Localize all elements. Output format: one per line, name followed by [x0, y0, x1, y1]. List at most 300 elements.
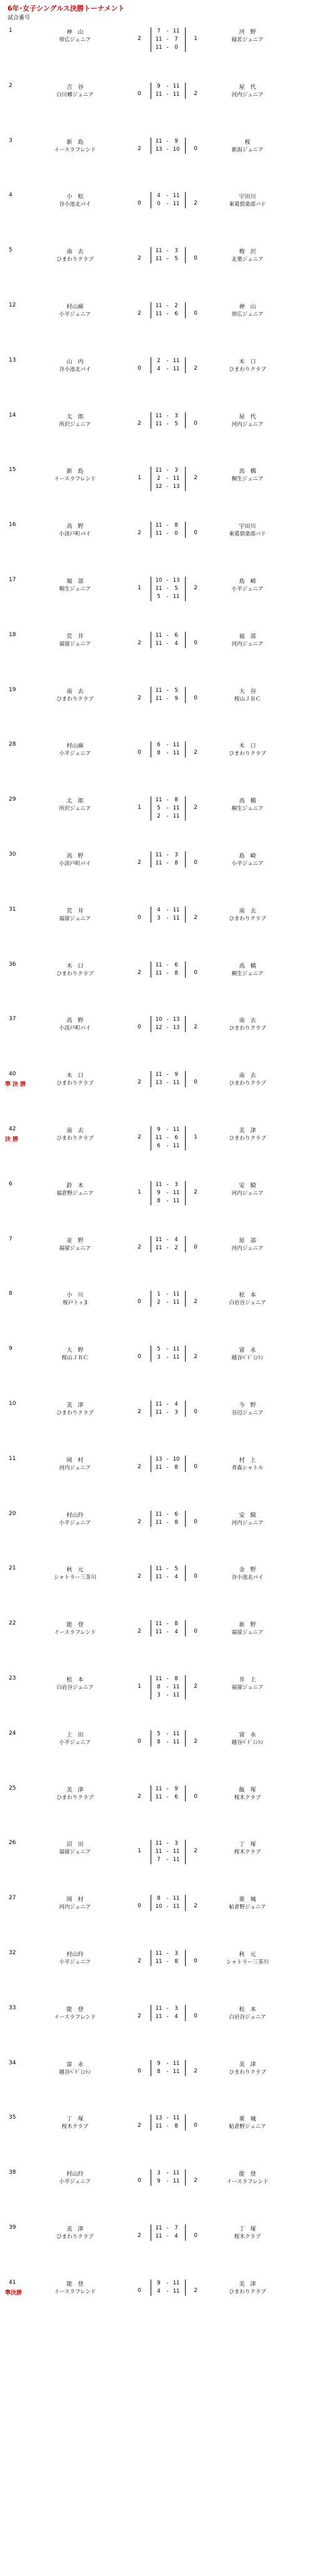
- right-sets-won: 0: [194, 695, 198, 701]
- right-sets-won: 2: [194, 1683, 198, 1690]
- right-player-name: 村 上: [239, 1458, 256, 1464]
- game-score-left: 5: [157, 1731, 161, 1737]
- left-player-club: ひまわりクラブ: [56, 1135, 94, 1142]
- game-score-right: 3: [174, 413, 178, 419]
- game-score-right: 11: [172, 742, 180, 748]
- game-score-left: 11: [155, 1237, 162, 1243]
- right-player-name: 大 谷: [239, 689, 256, 695]
- game-score-right: 9: [174, 1786, 178, 1792]
- game-score-row: [154, 1895, 181, 1903]
- left-sets-won: 2: [138, 310, 141, 317]
- game-scores: [154, 1895, 181, 1911]
- left-player-name: 吉 谷: [66, 84, 84, 91]
- game-score-left: 11: [155, 962, 162, 968]
- game-score-right: 11: [172, 1080, 180, 1086]
- right-sets-won: 0: [194, 255, 198, 261]
- left-sets-won: 0: [138, 200, 141, 206]
- game-score-separator: -: [166, 907, 169, 913]
- right-player-club: 東葛倶楽部バド: [229, 531, 266, 537]
- right-sets-won: 0: [194, 1079, 198, 1085]
- right-player-name: 木 口: [239, 743, 256, 749]
- game-scores: [154, 2279, 181, 2296]
- left-sets-won: 2: [138, 1464, 141, 1470]
- left-player-club: 福留ジュニア: [59, 916, 91, 922]
- right-player-name: 安 騎: [239, 1513, 256, 1519]
- right-player-club: 河内ジュニア: [231, 92, 264, 98]
- right-sets-won: 2: [194, 804, 198, 811]
- game-score-right: 11: [172, 907, 180, 913]
- game-scores: [154, 1511, 181, 1527]
- game-scores: [154, 2224, 181, 2241]
- right-player-club: ひまわりクラブ: [229, 751, 266, 757]
- game-score-row: [154, 192, 181, 200]
- game-score-right: 4: [174, 1401, 178, 1407]
- left-sets-won: 0: [138, 2178, 141, 2184]
- game-score-left: 3: [157, 1354, 161, 1361]
- game-score-row: [154, 2005, 181, 2013]
- game-score-left: 11: [155, 1621, 162, 1627]
- game-score-separator: -: [166, 2233, 169, 2239]
- game-score-separator: -: [166, 797, 169, 803]
- left-player-club: 桜戸トヶ3: [62, 1300, 88, 1306]
- left-sets-won: 2: [138, 2122, 141, 2129]
- game-score-row: [154, 804, 181, 813]
- game-score-separator: -: [166, 2280, 169, 2286]
- game-scores: [154, 1840, 181, 1864]
- match-number: 4: [9, 192, 12, 198]
- game-score-right: 11: [172, 1857, 180, 1863]
- left-player-name: 高 野: [66, 524, 84, 530]
- game-scores: [154, 687, 181, 703]
- game-score-row: [154, 2068, 181, 2076]
- left-player-name: 南 去: [66, 689, 84, 695]
- right-sets-won: 0: [194, 2122, 198, 2129]
- right-player-name: 南 去: [239, 908, 256, 915]
- match-block: [0, 2114, 335, 2158]
- game-score-row: [154, 1683, 181, 1691]
- game-score-separator: -: [166, 1731, 169, 1737]
- left-player-name: 松 本: [66, 1677, 84, 1683]
- right-player-club: 青森シャトル: [231, 1465, 264, 1471]
- game-score-separator: -: [166, 687, 169, 694]
- game-score-separator: -: [166, 1676, 169, 1682]
- game-score-left: 11: [155, 530, 162, 537]
- match-number: 25: [9, 1785, 16, 1792]
- right-sets-won: 2: [194, 475, 198, 481]
- right-player-name: 美 津: [239, 2062, 256, 2068]
- match-number: 33: [9, 2005, 16, 2011]
- game-score-left: 9: [157, 2061, 161, 2067]
- game-score-right: 4: [174, 1629, 178, 1635]
- left-player-club: 小淡戸町パイ: [59, 861, 91, 867]
- right-player-club: シャトラー三茶川: [226, 1959, 269, 1965]
- left-player-name: 岡 村: [66, 1897, 84, 1903]
- game-score-left: 11: [155, 256, 162, 262]
- game-score-separator: -: [166, 2288, 169, 2295]
- game-score-left: 11: [155, 2233, 162, 2239]
- match-number-header: 試合番号: [8, 15, 31, 21]
- game-score-left: 11: [155, 1135, 162, 1141]
- left-player-name: 美 津: [66, 1402, 84, 1409]
- right-sets-won: 0: [194, 1519, 198, 1525]
- right-sets-won: 0: [194, 530, 198, 536]
- match-number: 19: [9, 687, 16, 693]
- match-number: 24: [9, 1730, 16, 1737]
- game-score-left: 6: [157, 742, 161, 748]
- game-score-right: 11: [172, 1731, 180, 1737]
- right-player-club: 白岩谷ジュニア: [229, 2014, 266, 2021]
- game-score-separator: -: [166, 366, 169, 372]
- game-score-right: 6: [174, 962, 178, 968]
- right-player-name: 梅 沢: [239, 249, 256, 255]
- game-score-separator: -: [166, 852, 169, 858]
- game-score-left: 11: [155, 586, 162, 592]
- match-number: 15: [9, 467, 16, 473]
- left-player-name: 太 郎: [66, 798, 84, 804]
- game-score-left: 11: [155, 467, 162, 474]
- game-score-left: 11: [155, 2006, 162, 2012]
- game-score-right: 11: [172, 2115, 180, 2121]
- game-score-row: [154, 906, 181, 915]
- game-score-row: [154, 2114, 181, 2122]
- left-sets-won: 0: [138, 2288, 141, 2294]
- game-scores: [154, 1126, 181, 1150]
- left-sets-won: 2: [138, 420, 141, 427]
- right-player-name: 新 野: [239, 1622, 256, 1628]
- game-scores: [154, 1675, 181, 1700]
- game-score-separator: -: [166, 860, 169, 866]
- right-player-club: 河内ジュニア: [231, 641, 264, 647]
- game-score-row: [154, 1840, 181, 1848]
- game-score-row: [154, 851, 181, 860]
- game-score-separator: -: [166, 1629, 169, 1635]
- left-player-name: 新 島: [66, 469, 84, 475]
- game-score-right: 11: [172, 1692, 180, 1698]
- game-score-row: [154, 2288, 181, 2296]
- game-score-left: 13: [155, 1456, 162, 1463]
- match-number: 38: [9, 2169, 16, 2176]
- game-score-right: 11: [172, 475, 180, 482]
- left-player-name: 上 田: [66, 1732, 84, 1738]
- game-score-right: 11: [172, 915, 180, 921]
- game-score-row: [154, 522, 181, 530]
- game-score-right: 6: [174, 1135, 178, 1141]
- game-score-left: 11: [155, 1848, 162, 1855]
- right-player-name: 福 部: [239, 634, 256, 640]
- right-player-name: 金 野: [239, 1567, 256, 1573]
- game-score-row: [154, 365, 181, 373]
- game-score-separator: -: [166, 1135, 169, 1141]
- game-scores: [154, 1730, 181, 1747]
- match-number: 26: [9, 1840, 16, 1846]
- game-score-left: 11: [155, 311, 162, 317]
- game-score-left: 11: [155, 2123, 162, 2129]
- game-score-right: 11: [172, 91, 180, 98]
- game-score-row: [154, 1573, 181, 1581]
- left-player-name: 南 去: [66, 249, 84, 255]
- game-scores: [154, 1401, 181, 1417]
- right-sets-won: 0: [194, 860, 198, 866]
- game-scores: [154, 302, 181, 318]
- left-sets-won: 0: [138, 1299, 141, 1305]
- game-score-separator: -: [166, 1621, 169, 1627]
- left-sets-won: 1: [138, 1848, 141, 1854]
- left-player-name: 能 登: [66, 2007, 84, 2013]
- game-score-separator: -: [166, 1237, 169, 1243]
- match-block: [0, 2005, 335, 2049]
- game-score-left: 12: [155, 1025, 162, 1031]
- match-number: 6: [9, 1181, 12, 1187]
- game-score-separator: -: [166, 577, 169, 584]
- match-block: [0, 906, 335, 950]
- right-player-name: 宇田川: [239, 524, 256, 530]
- game-score-separator: -: [166, 1950, 169, 1957]
- game-score-left: 11: [155, 1574, 162, 1580]
- game-score-right: 0: [174, 44, 178, 51]
- left-player-club: 桜山ＪＢＣ: [61, 1355, 89, 1361]
- game-score-separator: -: [166, 970, 169, 976]
- game-score-left: 9: [157, 2178, 161, 2184]
- game-score-right: 8: [174, 1464, 178, 1471]
- match-block: [0, 412, 335, 456]
- right-player-club: ひまわりクラブ: [229, 1135, 266, 1142]
- left-sets-won: 2: [138, 1628, 141, 1635]
- game-score-separator: -: [166, 522, 169, 529]
- game-score-left: 11: [155, 1840, 162, 1847]
- game-score-row: [154, 2060, 181, 2068]
- left-player-club: 小平ジュニア: [59, 1520, 91, 1526]
- game-scores: [154, 2005, 181, 2021]
- right-sets-won: 2: [194, 200, 198, 206]
- game-score-left: 1: [157, 1291, 161, 1297]
- game-score-right: 8: [174, 1621, 178, 1627]
- game-score-row: [154, 1401, 181, 1409]
- left-sets-won: 1: [138, 1683, 141, 1690]
- right-player-club: 帯広ジュニア: [231, 312, 264, 318]
- left-sets-won: 2: [138, 1793, 141, 1800]
- game-scores: [154, 192, 181, 208]
- game-scores: [154, 1456, 181, 1472]
- game-score-separator: -: [166, 641, 169, 647]
- game-score-separator: -: [166, 805, 169, 811]
- game-score-right: 3: [174, 467, 178, 474]
- game-score-left: 10: [155, 577, 162, 584]
- game-score-separator: -: [166, 201, 169, 207]
- game-score-separator: -: [166, 248, 169, 254]
- game-score-left: 2: [157, 358, 161, 364]
- game-score-right: 6: [174, 1794, 178, 1800]
- match-block: [0, 796, 335, 840]
- game-score-left: 11: [155, 687, 162, 694]
- game-score-right: 10: [172, 1456, 180, 1463]
- game-score-left: 11: [155, 797, 162, 803]
- game-score-separator: -: [166, 1904, 169, 1910]
- game-score-row: [154, 2122, 181, 2131]
- right-player-club: 桐生ジュニア: [231, 971, 264, 977]
- game-score-row: [154, 1950, 181, 1958]
- right-player-club: 東葛倶楽部バド: [229, 201, 266, 208]
- left-player-club: 福倉野ジュニア: [56, 1190, 94, 1197]
- match-block: [0, 632, 335, 676]
- left-sets-won: 2: [138, 1573, 141, 1580]
- match-number: 18: [9, 632, 16, 638]
- match-number: 10: [9, 1401, 16, 1407]
- right-sets-won: 1: [194, 36, 198, 42]
- right-sets-won: 0: [194, 1958, 198, 1964]
- game-score-left: 11: [155, 1401, 162, 1407]
- left-player-name: 村山玲: [66, 1952, 84, 1958]
- game-score-left: 5: [157, 1346, 161, 1352]
- game-score-right: 4: [174, 2233, 178, 2239]
- right-player-club: 越谷ﾊﾞﾄﾞﾐﾝﾄﾝ: [231, 1355, 264, 1361]
- match-number: 8: [9, 1291, 12, 1297]
- left-player-name: 南 去: [66, 1128, 84, 1134]
- right-player-name: 河 野: [239, 29, 256, 36]
- right-player-name: 南 去: [239, 1018, 256, 1024]
- game-score-right: 11: [172, 2069, 180, 2075]
- game-score-right: 11: [172, 2288, 180, 2295]
- right-player-club: 帖倉野ジュニア: [229, 1904, 266, 1910]
- game-score-separator: -: [166, 2061, 169, 2067]
- game-score-separator: -: [166, 1409, 169, 1416]
- game-score-right: 9: [174, 138, 178, 145]
- match-block: [0, 522, 335, 565]
- game-score-separator: -: [166, 1245, 169, 1251]
- right-player-name: 丁 塚: [239, 2226, 256, 2233]
- game-score-row: [154, 1354, 181, 1362]
- match-block: [0, 302, 335, 346]
- game-score-left: 11: [155, 413, 162, 419]
- right-player-club: 北栗ジュニア: [231, 256, 264, 263]
- match-number: 12: [9, 302, 16, 308]
- right-sets-won: 2: [194, 749, 198, 756]
- game-score-left: 11: [155, 696, 162, 702]
- game-score-row: [154, 2224, 181, 2233]
- game-score-right: 4: [174, 1574, 178, 1580]
- right-player-name: 高 橋: [239, 469, 256, 475]
- game-score-right: 11: [172, 1895, 180, 1902]
- left-player-name: 新 島: [66, 139, 84, 146]
- game-score-row: [154, 475, 181, 483]
- right-sets-won: 0: [194, 970, 198, 976]
- game-score-separator: -: [166, 1198, 169, 1204]
- game-score-right: 6: [174, 1511, 178, 1518]
- game-score-row: [154, 1244, 181, 1252]
- game-score-left: 8: [157, 1895, 161, 1902]
- game-score-separator: -: [166, 1840, 169, 1847]
- game-score-right: 11: [172, 1291, 180, 1297]
- game-score-right: 9: [174, 1072, 178, 1078]
- game-score-separator: -: [166, 1182, 169, 1188]
- left-player-club: 小淡戸町パイ: [59, 1025, 91, 1032]
- left-player-name: 丁 塚: [66, 2116, 84, 2122]
- right-player-name: 高 橋: [239, 798, 256, 804]
- game-scores: [154, 577, 181, 601]
- game-score-left: 3: [157, 1692, 161, 1698]
- right-player-name: 高 橋: [239, 963, 256, 970]
- game-score-left: 11: [155, 970, 162, 976]
- game-score-row: [154, 1456, 181, 1464]
- left-sets-won: 1: [138, 1189, 141, 1195]
- match-block: [0, 1895, 335, 1939]
- game-score-row: [154, 860, 181, 868]
- left-player-name: 堀 部: [66, 579, 84, 585]
- game-score-row: [154, 255, 181, 263]
- right-player-club: 小平ジュニア: [231, 586, 264, 592]
- game-scores: [154, 522, 181, 538]
- match-number: 28: [9, 741, 16, 748]
- game-score-separator: -: [166, 2115, 169, 2121]
- game-scores: [154, 632, 181, 648]
- game-score-row: [154, 1016, 181, 1024]
- game-score-left: 5: [157, 594, 161, 600]
- right-player-name: 栗 城: [239, 2116, 256, 2122]
- left-player-name: 荒 井: [66, 908, 84, 915]
- right-player-club: 越谷ﾊﾞﾄﾞﾐﾝﾄﾝ: [231, 1740, 264, 1746]
- game-score-separator: -: [166, 1072, 169, 1078]
- left-player-club: 谷小池北パイ: [59, 367, 91, 373]
- game-score-row: [154, 1134, 181, 1142]
- game-score-left: 7: [157, 28, 161, 34]
- game-score-separator: -: [166, 1456, 169, 1463]
- game-score-row: [154, 585, 181, 593]
- match-number: 5: [9, 247, 12, 253]
- left-player-name: 神 山: [66, 29, 84, 36]
- game-score-right: 8: [174, 2123, 178, 2129]
- game-score-left: 6: [157, 1143, 161, 1149]
- game-score-row: [154, 467, 181, 475]
- match-number: 40: [9, 1071, 16, 1077]
- left-player-club: ひまわりクラブ: [56, 1080, 94, 1087]
- game-score-row: [154, 1848, 181, 1856]
- game-score-separator: -: [166, 586, 169, 592]
- game-scores: [154, 1291, 181, 1307]
- right-sets-won: 2: [194, 1024, 198, 1030]
- left-player-club: 谷小池北パイ: [59, 201, 91, 208]
- game-score-row: [154, 83, 181, 91]
- game-score-row: [154, 1511, 181, 1519]
- match-number: 23: [9, 1675, 16, 1681]
- game-score-separator: -: [166, 1566, 169, 1572]
- game-score-left: 11: [155, 632, 162, 639]
- game-score-right: 8: [174, 1959, 178, 1965]
- game-score-row: [154, 1181, 181, 1189]
- match-block: [0, 1071, 335, 1115]
- match-number: 16: [9, 522, 16, 528]
- left-player-club: イースラフレンド: [54, 147, 96, 153]
- left-player-club: シャトラー三茶川: [54, 1575, 96, 1581]
- game-score-left: 10: [155, 1904, 162, 1910]
- right-player-club: 河内ジュニア: [231, 422, 264, 428]
- right-player-club: 桐生ジュニア: [231, 806, 264, 812]
- game-score-row: [154, 961, 181, 970]
- left-player-name: 村山玲: [66, 2171, 84, 2178]
- right-player-club: 桜木クラブ: [234, 2234, 261, 2240]
- game-score-row: [154, 640, 181, 648]
- game-score-right: 2: [174, 303, 178, 309]
- left-player-club: ひまわりクラブ: [56, 696, 94, 702]
- left-player-club: 帯広ジュニア: [59, 37, 91, 43]
- game-score-left: 11: [155, 138, 162, 145]
- game-score-right: 11: [172, 2178, 180, 2184]
- left-player-club: ひまわりクラブ: [56, 971, 94, 977]
- right-player-name: 桜: [244, 139, 251, 146]
- game-score-left: 2: [157, 475, 161, 482]
- match-block: [0, 192, 335, 236]
- left-player-name: 沼 田: [66, 1842, 84, 1848]
- game-score-row: [154, 1856, 181, 1864]
- left-player-name: 鈴 木: [66, 1183, 84, 1189]
